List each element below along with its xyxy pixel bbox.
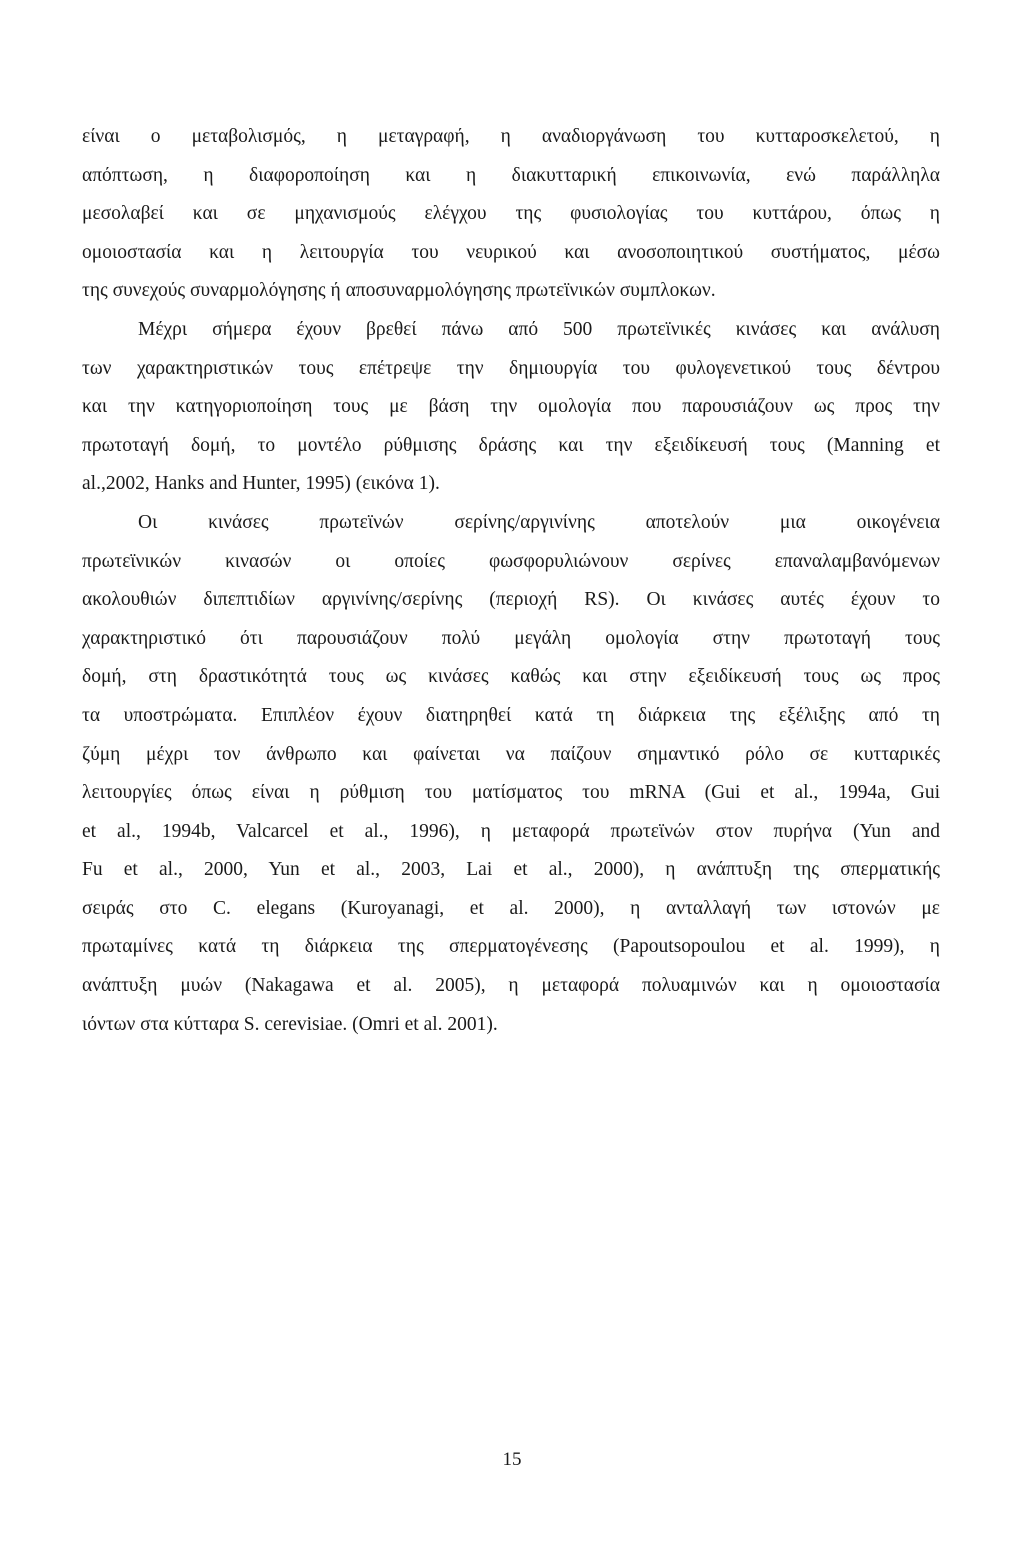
text-line: πρωτοταγή δομή, το μοντέλο ρύθμισης δράσης και την εξειδίκευσή τους (Manning et <box>82 434 940 456</box>
text-line: των χαρακτηριστικών τους επέτρεψε την δημιουργία του φυλογενετικού τους δέντρου <box>82 357 940 379</box>
text-line: απόπτωση, η διαφοροποίηση και η διακυτταρική επικοινωνία, ενώ παράλληλα <box>82 164 940 186</box>
body-text <box>82 118 940 1044</box>
text-line: είναι ο μεταβολισμός, η μεταγραφή, η αναδιοργάνωση του κυτταροσκελετού, η <box>82 126 940 147</box>
text-line: et al., 1994b, Valcarcel et al., 1996), η μεταφορά πρωτεϊνών στον πυρήνα (Yun and <box>82 820 940 842</box>
text-line: Μέχρι σήμερα έχουν βρεθεί πάνω από 500 πρωτεϊνικές κινάσες και ανάλυση <box>138 318 940 340</box>
text-line: ζύμη μέχρι τον άνθρωπο και φαίνεται να παίζουν σημαντικό ρόλο σε κυτταρικές <box>82 743 940 765</box>
text-line: σειράς στο C. elegans (Kuroyanagi, et al. 2000), η ανταλλαγή των ιστονών με <box>82 897 940 919</box>
text-line: πρωτεϊνικών κινασών οι οποίες φωσφορυλιώνουν σερίνες επαναλαμβανόμενων <box>82 550 940 572</box>
text-line: της συνεχούς συναρμολόγησης ή αποσυναρμολόγησης πρωτεϊνικών συμπλοκων. <box>82 280 716 302</box>
text-line: ομοιοστασία και η λειτουργία του νευρικού και ανοσοποιητικού συστήματος, μέσω <box>82 241 940 263</box>
text-line: χαρακτηριστικό ότι παρουσιάζουν πολύ μεγάλη ομολογία στην πρωτοταγή τους <box>82 627 940 649</box>
text-line: και την κατηγοριοποίηση τους με βάση την ομολογία που παρουσιάζουν ως προς την <box>82 396 940 418</box>
text-line: ακολουθιών διπεπτιδίων αργινίνης/σερίνης (περιοχή RS). Οι κινάσες αυτές έχουν το <box>82 589 940 611</box>
text-line: δομή, στη δραστικότητά τους ως κινάσες καθώς και στην εξειδίκευσή τους ως προς <box>82 666 940 688</box>
text-line: πρωταμίνες κατά τη διάρκεια της σπερματογένεσης (Papoutsopoulou et al. 1999), η <box>82 936 940 958</box>
text-line: Fu et al., 2000, Yun et al., 2003, Lai et al., 2000), η ανάπτυξη της σπερματικής <box>82 859 940 881</box>
text-line: τα υποστρώματα. Επιπλέον έχουν διατηρηθεί κατά τη διάρκεια της εξέλιξης από τη <box>82 704 940 726</box>
page-number: 15 <box>502 1449 522 1470</box>
text-line: ανάπτυξη μυών (Nakagawa et al. 2005), η μεταφορά πολυαμινών και η ομοιοστασία <box>82 975 940 997</box>
text-line: al.,2002, Hanks and Hunter, 1995) (εικόνα 1). <box>82 473 440 495</box>
text-line: μεσολαβεί και σε μηχανισμούς ελέγχου της φυσιολογίας του κυττάρου, όπως η <box>82 203 940 225</box>
text-line: ιόντων στα κύτταρα S. cerevisiae. (Omri et al. 2001). <box>82 1013 498 1035</box>
text-line: λειτουργίες όπως είναι η ρύθμιση του ματίσματος του mRNA (Gui et al., 1994a, Gui <box>82 782 940 804</box>
text-line: Οι κινάσες πρωτεϊνών σερίνης/αργινίνης αποτελούν μια οικογένεια <box>138 511 940 533</box>
